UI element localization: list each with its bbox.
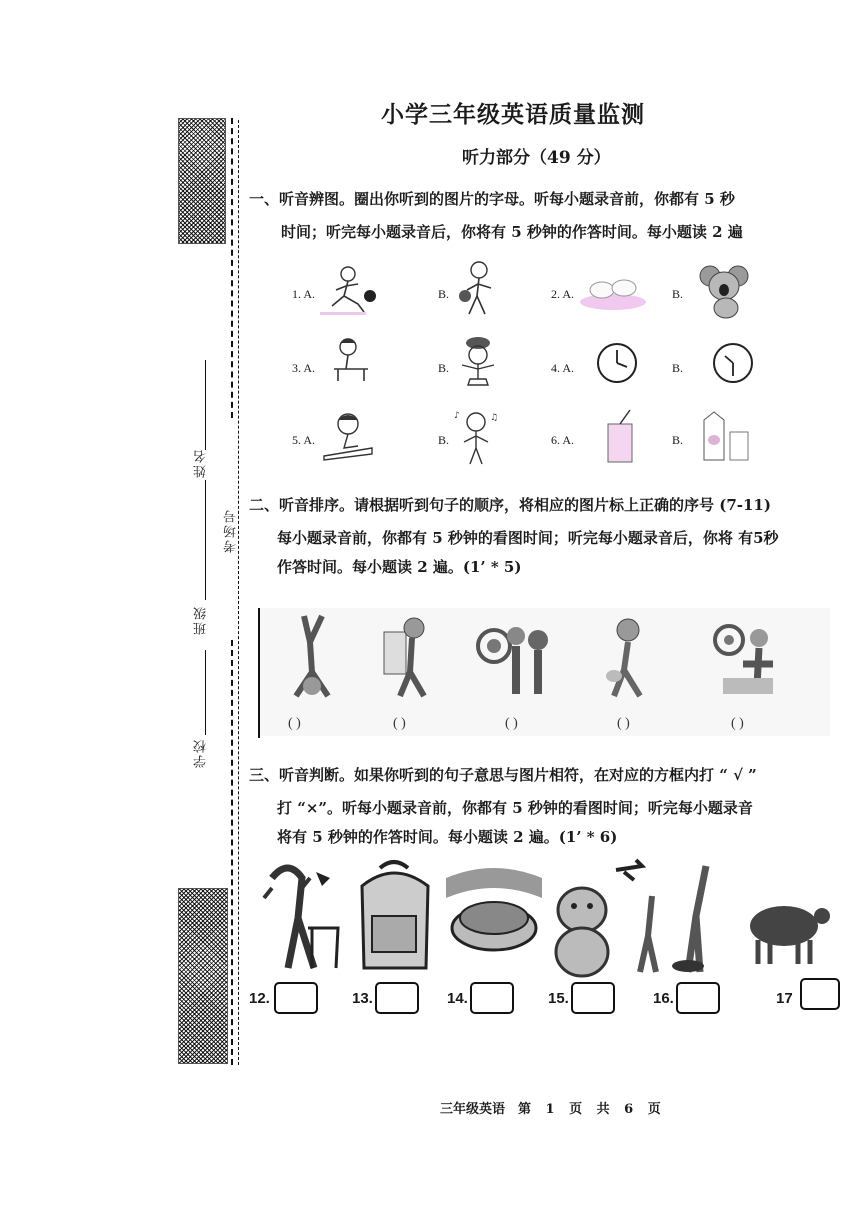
name-label: 姓名 xyxy=(194,448,209,478)
class-fill-line xyxy=(205,480,206,600)
section3-line2: 打 “×”。听每小题录音前，你都有 5 秒钟的看图时间；听完每小题录音 xyxy=(277,799,753,817)
seat-label: 考场号 xyxy=(224,508,239,553)
item-1-a-label: 1. A. xyxy=(292,287,316,301)
item-1-b-label: B. xyxy=(438,287,450,301)
answer-box-13[interactable] xyxy=(375,982,419,1014)
girl-singing-icon xyxy=(452,408,500,468)
clock-icon xyxy=(596,342,638,384)
question-num-12: 12. xyxy=(249,990,270,1007)
tiger-eating-icon xyxy=(598,614,660,700)
item-4-a-label: 4. A. xyxy=(551,361,575,375)
tiger-chair-icon xyxy=(258,858,348,978)
answer-paren-8[interactable]: ( ) xyxy=(393,716,406,731)
answer-paren-11[interactable]: ( ) xyxy=(731,716,744,731)
juice-glass-icon xyxy=(604,408,636,464)
boy-kicking-ball-icon xyxy=(318,262,380,320)
answer-box-14[interactable] xyxy=(470,982,514,1014)
section2-bracket xyxy=(258,608,260,738)
section1-heading: 一、听音辨图。圈出你听到的图片的字母。听每小题录音前，你都有 5 秒 xyxy=(249,190,735,208)
question-num-16: 16. xyxy=(653,990,674,1007)
clock-icon xyxy=(712,342,754,384)
cook-girl-icon xyxy=(454,335,502,387)
item-4-b-label: B. xyxy=(672,361,684,375)
cake-icon xyxy=(442,858,546,978)
milk-carton-icon xyxy=(700,410,752,462)
item-6-b-label: B. xyxy=(672,433,684,447)
question-num-15: 15. xyxy=(548,990,569,1007)
question-num-14: 14. xyxy=(447,990,468,1007)
binding-line xyxy=(231,118,233,418)
section3-line3: 将有 5 秒钟的作答时间。每小题读 2 遍。(1’ * 6) xyxy=(277,828,618,846)
name-fill-line xyxy=(205,360,206,450)
question-num-17: 17 xyxy=(776,990,793,1007)
section3-heading: 三、听音判断。如果你听到的句子意思与图片相符，在对应的方框内打 “ √ ” xyxy=(249,766,757,784)
item-2-a-label: 2. A. xyxy=(551,287,575,301)
man-at-target-icon xyxy=(713,616,783,698)
answer-box-16[interactable] xyxy=(676,982,720,1014)
girl-writing-icon xyxy=(318,410,378,462)
pig-icon xyxy=(744,890,836,972)
school-bag-icon xyxy=(352,856,436,980)
girl-at-desk-icon xyxy=(330,335,372,383)
item-5-b-label: B. xyxy=(438,433,450,447)
item-3-a-label: 3. A. xyxy=(292,361,316,375)
section2-line3: 作答时间。每小题读 2 遍。(1’ * 5) xyxy=(277,558,522,576)
cat-icon xyxy=(548,880,618,978)
boy-bouncing-ball-icon xyxy=(455,258,497,320)
answer-box-12[interactable] xyxy=(274,982,318,1014)
binding-line xyxy=(231,640,233,1065)
class-label: 班级 xyxy=(194,605,209,635)
animals-and-plane-icon xyxy=(612,856,738,980)
answer-box-15[interactable] xyxy=(571,982,615,1014)
page-title: 小学三年级英语质量监测 xyxy=(381,101,645,128)
svg-text:♪: ♪ xyxy=(454,411,460,421)
page-footer: 三年级英语 第 1 页 共 6 页 xyxy=(440,1102,661,1117)
page-subtitle: 听力部分（49 分） xyxy=(462,148,611,168)
answer-box-17[interactable] xyxy=(800,978,840,1010)
section2-heading: 二、听音排序。请根据听到句子的顺序，将相应的图片标上正确的序号 (7-11) xyxy=(249,496,771,514)
kids-at-target-icon xyxy=(476,616,556,696)
tiger-with-paper-icon xyxy=(378,612,440,700)
question-num-13: 13. xyxy=(352,990,373,1007)
koala-icon xyxy=(698,262,750,320)
binding-hatch-top xyxy=(178,118,226,244)
answer-paren-10[interactable]: ( ) xyxy=(617,716,630,731)
school-label: 学校 xyxy=(194,738,209,768)
polar-bears-icon xyxy=(578,270,648,312)
item-2-b-label: B. xyxy=(672,287,684,301)
answer-paren-9[interactable]: ( ) xyxy=(505,716,518,731)
item-3-b-label: B. xyxy=(438,361,450,375)
section1-line2: 时间；听完每小题录音后，你将有 5 秒钟的作答时间。每小题读 2 遍 xyxy=(281,223,743,241)
answer-paren-7[interactable]: ( ) xyxy=(288,716,301,731)
svg-text:♫: ♫ xyxy=(490,413,499,423)
item-6-a-label: 6. A. xyxy=(551,433,575,447)
school-fill-line xyxy=(205,650,206,735)
section2-line2: 每小题录音前，你都有 5 秒钟的看图时间；听完每小题录音后，你将 有5秒 xyxy=(277,529,779,547)
binding-hatch-bottom xyxy=(178,888,228,1064)
binding-line xyxy=(238,120,239,1065)
tiger-handstand-icon xyxy=(282,612,342,700)
item-5-a-label: 5. A. xyxy=(292,433,316,447)
